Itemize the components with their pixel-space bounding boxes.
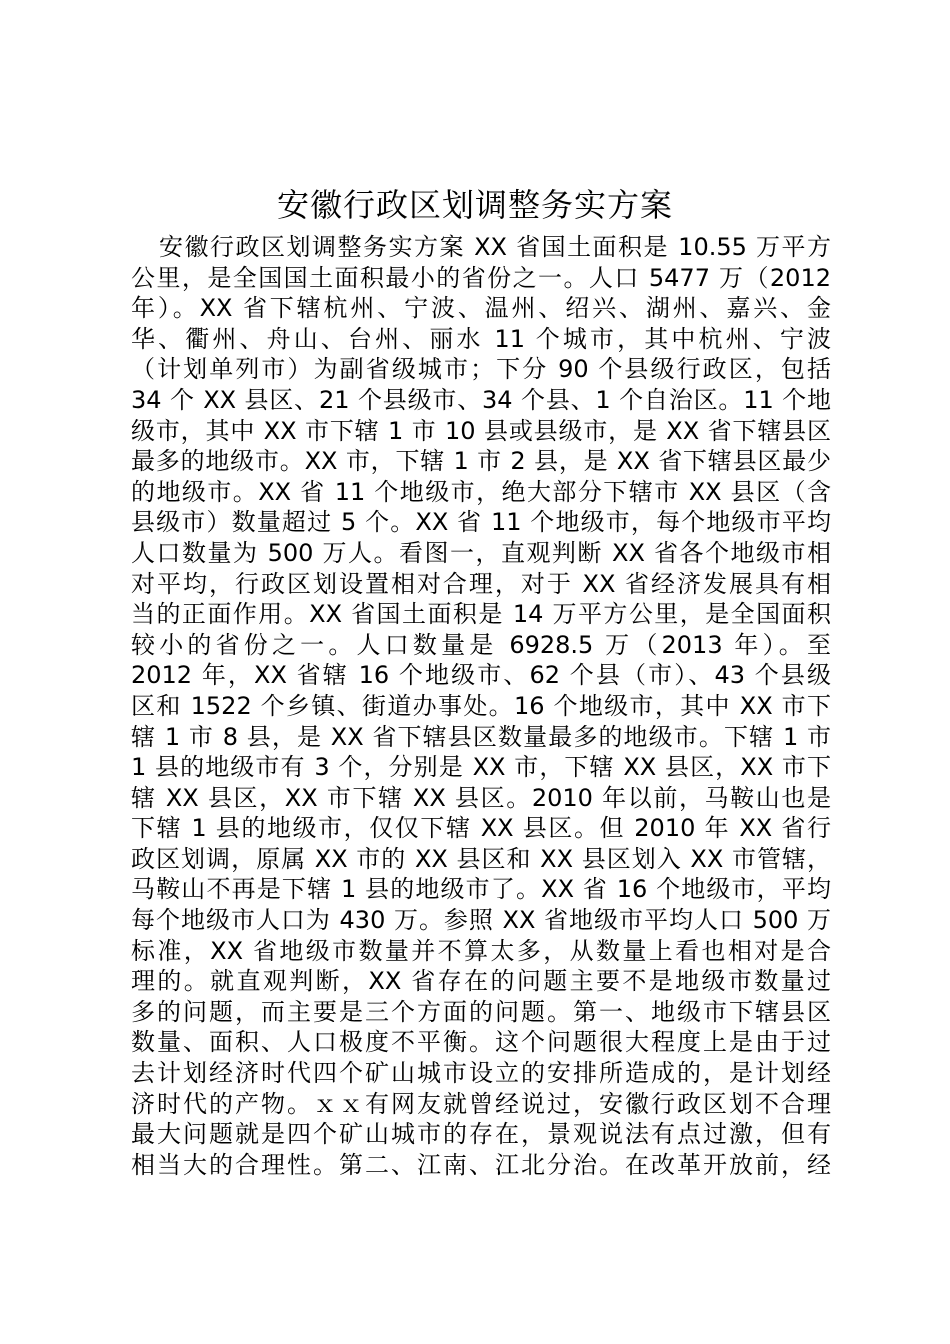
body-line: 县级市）数量超过 5 个。XX 省 11 个地级市，每个地级市平均 <box>131 508 831 537</box>
body-line: 人口数量为 500 万人。看图一，直观判断 XX 省各个地级市相 <box>131 538 831 567</box>
body-line: 辖 XX 县区，XX 市下辖 XX 县区。2010 年以前，马鞍山也是 <box>131 783 831 812</box>
body-line: 公里，是全国国土面积最小的省份之一。人口 5477 万（2012 <box>131 263 831 292</box>
body-line: 最多的地级市。XX 市，下辖 1 市 2 县，是 XX 省下辖县区最少 <box>131 447 831 476</box>
body-line: 34 个 XX 县区、21 个县级市、34 个县、1 个自治区。11 个地 <box>131 385 831 414</box>
body-line: 去计划经济时代四个矿山城市设立的安排所造成的，是计划经 <box>131 1059 831 1088</box>
body-line: 1 县的地级市有 3 个，分别是 XX 市，下辖 XX 县区，XX 市下 <box>131 753 831 782</box>
body-line: 级市，其中 XX 市下辖 1 市 10 县或县级市，是 XX 省下辖县区 <box>131 416 831 445</box>
body-line: 相当大的合理性。第二、江南、江北分治。在改革开放前，经 <box>131 1150 831 1179</box>
body-line: 最大问题就是四个矿山城市的存在，景观说法有点过激，但有 <box>131 1120 831 1149</box>
body-line: 安徽行政区划调整务实方案 XX 省国土面积是 10.55 万平方 <box>159 233 831 261</box>
body-line: 多的问题，而主要是三个方面的问题。第一、地级市下辖县区 <box>131 997 831 1026</box>
body-line: 较小的省份之一。人口数量是 6928.5 万（2013 年）。至 <box>131 630 831 659</box>
body-line: 下辖 1 县的地级市，仅仅下辖 XX 县区。但 2010 年 XX 省行 <box>131 814 831 843</box>
body-line: 对平均，行政区划设置相对合理，对于 XX 省经济发展具有相 <box>131 569 831 598</box>
body-line: 辖 1 市 8 县，是 XX 省下辖县区数量最多的地级市。下辖 1 市 <box>131 722 831 751</box>
body-line: 政区划调，原属 XX 市的 XX 县区和 XX 县区划入 XX 市管辖， <box>131 844 831 873</box>
document-title: 安徽行政区划调整务实方案 <box>276 186 673 224</box>
body-paragraph <box>131 232 831 1180</box>
body-line: 数量、面积、人口极度不平衡。这个问题很大程度上是由于过 <box>131 1028 831 1057</box>
body-line: 2012 年，XX 省辖 16 个地级市、62 个县（市）、43 个县级 <box>131 661 831 690</box>
body-line: 区和 1522 个乡镇、街道办事处。16 个地级市，其中 XX 市下 <box>131 691 831 720</box>
body-line: 华、衢州、舟山、台州、丽水 11 个城市，其中杭州、宁波 <box>131 324 831 353</box>
body-line: 标准，XX 省地级市数量并不算太多，从数量上看也相对是合 <box>131 936 831 965</box>
body-line: 理的。就直观判断，XX 省存在的问题主要不是地级市数量过 <box>131 967 831 996</box>
body-line: 马鞍山不再是下辖 1 县的地级市了。XX 省 16 个地级市，平均 <box>131 875 831 904</box>
body-line: （计划单列市）为副省级城市；下分 90 个县级行政区，包括 <box>131 355 831 384</box>
body-line: 当的正面作用。XX 省国土面积是 14 万平方公里，是全国面积 <box>131 600 831 629</box>
body-line: 的地级市。XX 省 11 个地级市，绝大部分下辖市 XX 县区（含 <box>131 477 831 506</box>
body-line: 济时代的产物。ｘｘ有网友就曾经说过，安徽行政区划不合理 <box>131 1089 831 1118</box>
body-line: 年）。XX 省下辖杭州、宁波、温州、绍兴、湖州、嘉兴、金 <box>131 294 831 323</box>
body-line: 每个地级市人口为 430 万。参照 XX 省地级市平均人口 500 万 <box>131 906 831 935</box>
